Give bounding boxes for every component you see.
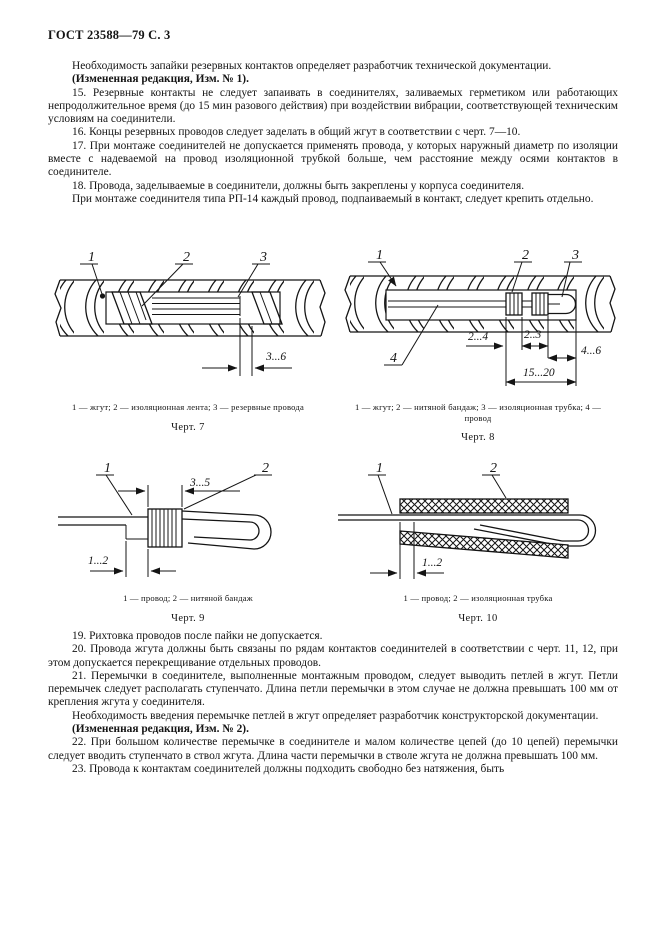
callout-1-number: 1: [376, 248, 383, 263]
callout-1-number: 1: [88, 250, 95, 265]
lower-text-block: [48, 630, 618, 776]
dim-1-2-label: 1...2: [422, 557, 443, 569]
figure-8-caption: 1 — жгут; 2 — нитяной бандаж; 3 — изоляционная трубка; 4 — провод: [354, 402, 602, 423]
figure-8: [334, 246, 622, 443]
callout-1-number: 1: [104, 461, 111, 476]
insulation-tube-top: [400, 499, 568, 513]
paragraph: Необходимость запайки резервных контактов определяет разработчик технической документации.: [72, 60, 552, 72]
upper-text-block: [48, 60, 618, 206]
amendment-note-2: (Измененная редакция, Изм. № 2).: [72, 723, 249, 736]
figure-10: [334, 459, 622, 624]
figure-7-label: Черт. 7: [171, 421, 205, 433]
dimension-3-5: [118, 477, 240, 507]
paragraph-21: 21. Перемычки в соединителе, выполненные монтажным проводом, следует выводить петлей в жгут. Петли перемычек следует располагать ступенчато. Длина петли перемычки в этом случае не должна превышать 100 мм от крепления жгута у соединителя.: [48, 669, 618, 709]
figure-row-1: [44, 246, 622, 443]
figure-9-caption: 1 — провод; 2 — нитяной бандаж: [123, 593, 253, 603]
figure-8-label: Черт. 8: [461, 432, 495, 443]
callout-1: [96, 461, 132, 515]
figure-9-drawing: [44, 459, 332, 587]
callout-1-number: 1: [376, 461, 383, 476]
paragraph-16: 16. Концы резервных проводов следует заделать в общий жгут в соответствии с черт. 7—10.: [72, 126, 521, 139]
paragraph-18: 18. Провода, заделываемые в соединители, должны быть закреплены у корпуса соединителя.: [72, 179, 525, 192]
callout-3-number: 3: [260, 250, 267, 265]
wire-loop: [182, 511, 271, 549]
figure-10-label: Черт. 10: [458, 612, 498, 624]
figure-10-caption: 1 — провод; 2 — изоляционная трубка: [403, 593, 553, 603]
paragraph-21b: Необходимость введения перемычке петлей в жгут определяет разработчик конструкторской документации.: [72, 709, 599, 722]
paragraph-23: 23. Провода к контактам соединителей должны подходить свободно без натяжения, быть: [72, 762, 505, 775]
dim-2-4-label: 2...4: [468, 331, 489, 343]
paragraph-22: 22. При большом количестве перемычке в соединителе и малом количестве цепей (до 10 цепей) перемычки следует вводить ступенчато в ствол жгута. Длина части перемычки в стволе жгута не должна превышать 100 мм.: [48, 736, 618, 762]
figure-row-2: [44, 459, 622, 624]
paragraph-15: 15. Резервные контакты не следует запаивать в соединителях, заливаемых герметиком или работающих непродолжительное время (до 15 мин разового действия) при воздействии вибрации, соответствующей техническим условиям на соединители.: [48, 86, 618, 126]
callout-2-number: 2: [262, 461, 269, 476]
figure-7-caption: 1 — жгут; 2 — изоляционная лента; 3 — резервные провода: [71, 402, 305, 412]
paragraph-17: 17. При монтаже соединителей не допускается применять провода, у которых наружный диаметр по изоляции вместе с надеваемой на провод изоляционной трубкой больше, чем расстояние между осями контактов в соединителе.: [48, 139, 618, 179]
page-title: ГОСТ 23588—79 С. 3: [48, 28, 171, 42]
figure-9-label: Черт. 9: [171, 612, 205, 624]
callout-2-number: 2: [490, 461, 497, 476]
paragraph-19: 19. Рихтовка проводов после пайки не допускается.: [72, 630, 323, 642]
callout-1: [368, 461, 392, 514]
figures-block: [44, 246, 622, 624]
dim-3-6-label: 3...6: [266, 351, 287, 363]
callout-2: [482, 461, 506, 498]
insulation-tube-bottom: [400, 531, 568, 558]
figure-7: [44, 246, 332, 443]
callout-4-number: 4: [390, 351, 397, 366]
paragraph-18b: При монтаже соединителя типа РП-14 каждый провод, подпаиваемый в контакт, следует крепить отдельно.: [72, 192, 594, 205]
amendment-note-1: (Измененная редакция, Изм. № 1).: [72, 73, 249, 86]
dimension-15-20: [506, 367, 576, 382]
dimension-1-2: [370, 522, 444, 579]
callout-2-number: 2: [183, 250, 190, 265]
dim-15-20-label: 15...20: [523, 367, 555, 379]
dim-2-3-label: 2..3: [524, 329, 542, 341]
paragraph-20: 20. Провода жгута должны быть связаны по рядам контактов соединителей в соответствии с черт. 11, 12, при этом допускается перекрещивание отдельных проводов.: [48, 643, 618, 669]
dim-1-2-label: 1...2: [88, 555, 109, 567]
callout-2-number: 2: [522, 248, 529, 263]
figure-8-drawing: [334, 246, 622, 396]
thread-bandage-coil: [148, 509, 182, 547]
callout-3-number: 3: [572, 248, 579, 263]
dim-4-6-label: 4...6: [581, 345, 602, 357]
dim-3-5-label: 3...5: [190, 477, 211, 489]
wire: [58, 517, 148, 539]
figure-10-drawing: [334, 459, 622, 587]
figure-7-drawing: [44, 246, 332, 396]
figure-9: [44, 459, 332, 624]
